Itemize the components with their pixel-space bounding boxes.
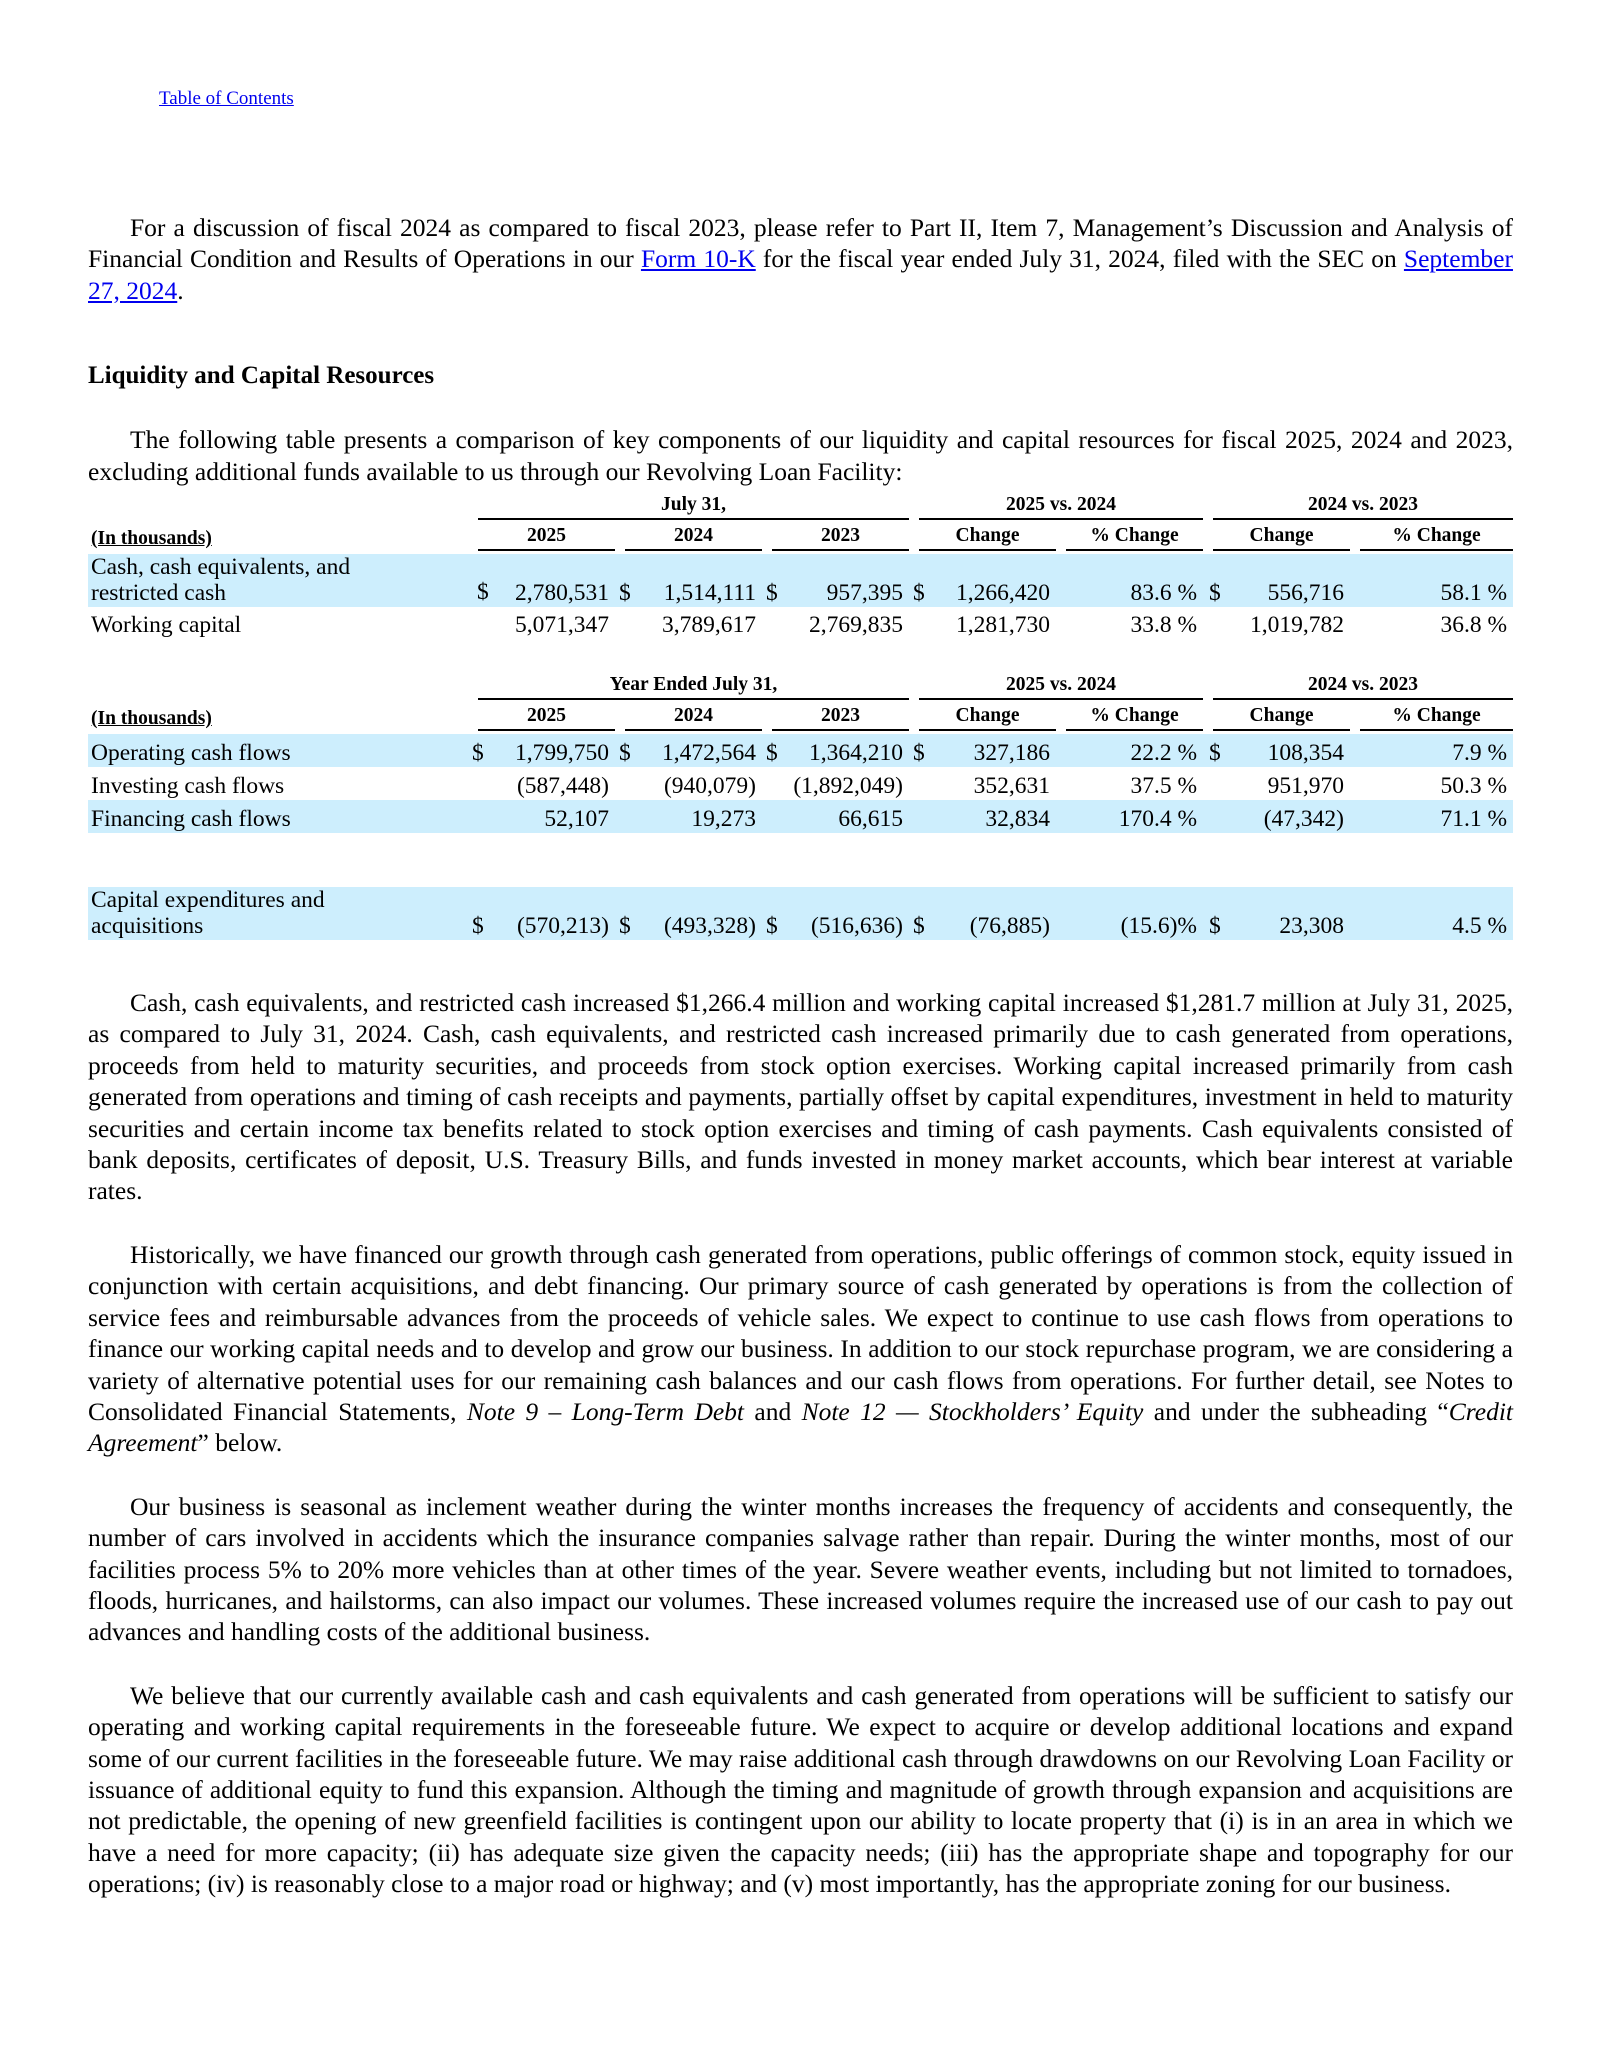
intro-paragraph (88, 212, 1513, 306)
column-header: % Change (1360, 519, 1513, 550)
credit-agreement-reference: Credit Agreement (88, 1396, 1513, 1458)
liquidity-outlook-paragraph: We believe that our currently available cash and cash equivalents and cash generated from operations will be sufficient to satisfy our operating and working capital requirements in the foreseeable future. We expect to acquire or develop additional locations and expand some of our current facilities in the foreseeable future. We may raise additional cash through drawdowns on our Revolving Loan Facility or issuance of additional equity to fund this expansion. Although the timing and magnitude of growth through expansion and acquisitions are not predictable, the opening of new greenfield facilities is contingent upon our ability to locate property that (i) is in an area in which we have a need for more capacity; (ii) has adequate size given the capacity needs; (iii) has the appropriate shape and topography for our operations; (iv) is reasonably close to a major road or highway; and (v) most importantly, has the appropriate zoning for our business. (88, 1680, 1513, 1899)
column-header: 2025 (478, 519, 615, 550)
row-label: Investing cash flows (91, 773, 285, 800)
cash-flows-table (88, 669, 1513, 940)
note9-reference: Note 9 – Long-Term Debt (466, 1396, 745, 1426)
intro-text: For a discussion of fiscal 2024 as compared to fiscal 2023, please refer to Part II, Item 7, Management’s Discussion and Analysis of Financial Condition and Results of Operations in our (88, 213, 1513, 274)
units-label: (In thousands) (91, 528, 212, 550)
group-header-2025-vs-2024: 2025 vs. 2024 (919, 669, 1203, 699)
units-label: (In thousands) (91, 708, 212, 730)
group-header-year-ended: Year Ended July 31, (478, 669, 909, 699)
column-header: % Change (1360, 699, 1513, 730)
cash-increase-paragraph: Cash, cash equivalents, and restricted cash increased $1,266.4 million and working capital increased $1,281.7 million at July 31, 2025, as compared to July 31, 2024. Cash, cash equivalents, and restricted cash increased primarily due to cash generated from operations, proceeds from held to maturity securities, and proceeds from stock option exercises. Working capital increased primarily from cash generated from operations and timing of cash receipts and payments, partially offset by capital expenditures, investment in held to maturity securities and certain income tax benefits related to stock option exercises and timing of cash payments. Cash equivalents consisted of bank deposits, certificates of deposit, U.S. Treasury Bills, and funds invested in money market accounts, which bear interest at variable rates. (88, 988, 1513, 1206)
column-header: 2024 (625, 519, 762, 550)
table-row: Cash, cash equivalents, and restricted cash $ 2,780,531 $ 1,514,111 $ 957,395 $ 1,266,420 83.6 % $ 556,716 58.1 % (88, 554, 1513, 607)
document-body (88, 212, 1513, 1900)
group-header-july31: July 31, (478, 489, 909, 519)
group-header-2024-vs-2023: 2024 vs. 2023 (1213, 669, 1513, 699)
row-label: Working capital (91, 612, 242, 639)
filing-date-link[interactable]: September 27, 2024 (88, 244, 1513, 305)
column-header: Change (919, 699, 1056, 730)
form-10k-link[interactable]: Form 10-K (640, 244, 756, 274)
column-header: 2025 (478, 699, 615, 730)
table-row: Working capital 5,071,347 3,789,617 2,769,835 1,281,730 33.8 % 1,019,782 36.8 % (88, 607, 1513, 639)
group-header-2024-vs-2023: 2024 vs. 2023 (1213, 489, 1513, 519)
column-header: % Change (1066, 519, 1203, 550)
intro-text-middle: for the fiscal year ended July 31, 2024, filed with the SEC on (755, 244, 1404, 274)
column-header: % Change (1066, 699, 1203, 730)
liquidity-table (88, 489, 1513, 639)
section-title: Liquidity and Capital Resources (88, 362, 435, 390)
intro-text-end: . (177, 275, 184, 305)
seasonality-paragraph: Our business is seasonal as inclement weather during the winter months increases the frequency of accidents and consequently, the number of cars involved in accidents which the insurance companies salvage rather than repair. During the winter months, most of our facilities process 5% to 20% more vehicles than at other times of the year. Severe weather events, including but not limited to tornadoes, floods, hurricanes, and hailstorms, can also impact our volumes. These increased volumes require the increased use of our cash to pay out advances and handling costs of the additional business. (88, 1491, 1513, 1647)
column-header: Change (1213, 699, 1350, 730)
table-row: Investing cash flows (587,448) (940,079) (1,892,049) 352,631 37.5 % 951,970 50.3 % (88, 767, 1513, 800)
table-row: Operating cash flows $ 1,799,750 $ 1,472,564 $ 1,364,210 $ 327,186 22.2 % $ 108,354 7.9 % (88, 734, 1513, 767)
column-header: 2024 (625, 699, 762, 730)
note12-reference: Note 12 — Stockholders’ Equity (801, 1396, 1144, 1426)
group-header-2025-vs-2024: 2025 vs. 2024 (919, 489, 1203, 519)
column-header: 2023 (772, 519, 909, 550)
row-label: Financing cash flows (88, 800, 468, 833)
column-header: 2023 (772, 699, 909, 730)
column-header: Change (919, 519, 1056, 550)
row-label: Operating cash flows (88, 734, 468, 767)
financing-history-paragraph: Historically, we have financed our growth through cash generated from operations, public offerings of common stock, equity issued in conjunction with certain acquisitions, and debt financing. Our primary source of cash generated by operations is from the collection of service fees and reimbursable advances from the proceeds of vehicle sales. We expect to continue to use cash flows from operations to finance our working capital needs and to develop and grow our business. In addition to our stock repurchase program, we are considering a variety of alternative potential uses for our remaining cash balances and our cash flows from operations. For further detail, see Notes to Consolidated Financial Statements, Note 9 – Long-Term Debt and Note 12 — Stockholders’ Equity and under the subheading “Credit Agreement” below. (88, 1239, 1513, 1458)
row-label: Capital expenditures and acquisitions (88, 887, 468, 940)
row-label: Cash, cash equivalents, and restricted cash (88, 554, 468, 607)
column-header: Change (1213, 519, 1350, 550)
table-of-contents-link[interactable]: Table of Contents (159, 88, 294, 109)
table-intro-paragraph: The following table presents a comparison of key components of our liquidity and capital resources for fiscal 2025, 2024 and 2023, excluding additional funds available to us through our Revolving Loan Facility: (88, 425, 1513, 486)
table-row: Financing cash flows 52,107 19,273 66,615 32,834 170.4 % (47,342) 71.1 % (88, 800, 1513, 833)
table-row: Capital expenditures and acquisitions $ (570,213) $ (493,328) $ (516,636) $ (76,885) (15.6)% $ 23,308 4.5 % (88, 887, 1513, 940)
